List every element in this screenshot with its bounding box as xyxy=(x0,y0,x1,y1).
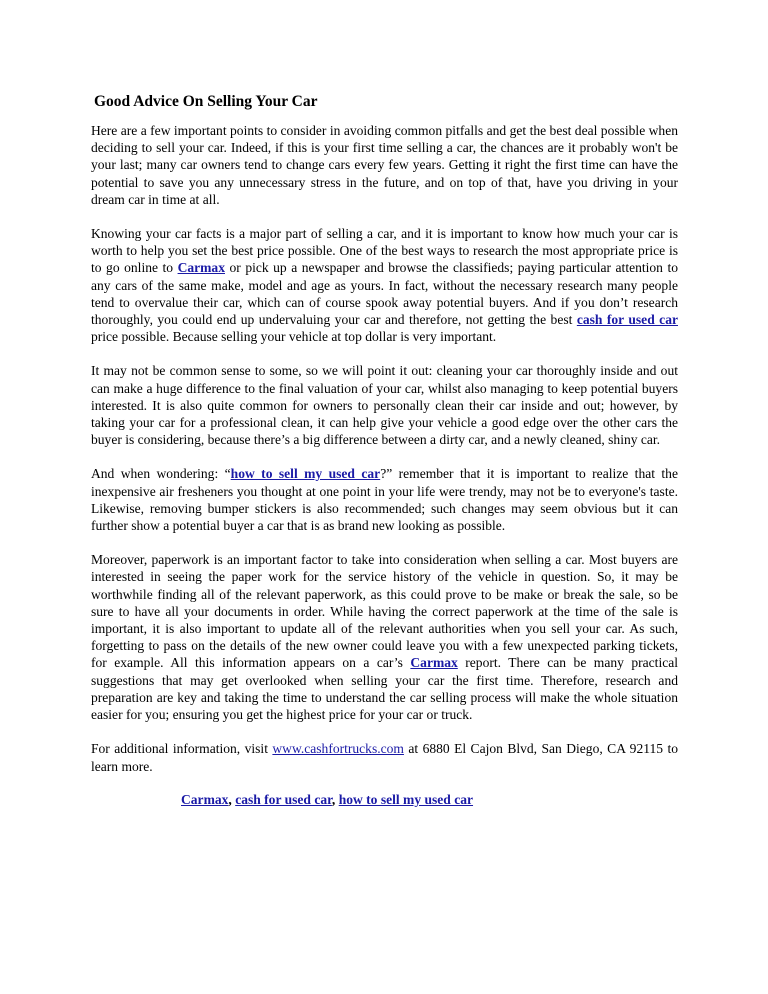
paragraph-car-facts xyxy=(91,225,678,345)
text-segment: or pick up a newspaper and browse the classifieds; paying particular attention to any cars of the same make, model and age as yours. In fact, without the necessary research many people tend to overvalue their car, which can of course spook away potential buyers. And if you don’t research thoroughly, you could end up undervaluing your car and therefore, not getting the best xyxy=(91,260,678,328)
text-segment: price possible. Because selling your vehicle at top dollar is very important. xyxy=(91,329,497,345)
footer-separator: , xyxy=(331,791,339,807)
text-segment: For additional information, visit xyxy=(91,741,273,757)
website-link[interactable]: www.cashfortrucks.com xyxy=(272,741,404,757)
text-segment: ?” remember that it is important to realize that the inexpensive air fresheners you thought at one point in your life were trendy, may not be to everyone's taste. Likewise, removing bumper stickers is also recommended; such changes may seem obvious but it can further show a potential buyer a car that is as brand new looking as possible. xyxy=(91,466,678,534)
footer-cash-for-used-car-link[interactable]: cash for used car xyxy=(235,791,332,807)
paragraph-paperwork xyxy=(91,551,678,723)
text-segment: at 6880 El Cajon Blvd, San Diego, CA 92115 to learn more. xyxy=(91,741,678,774)
footer-how-to-sell-link[interactable]: how to sell my used car xyxy=(338,791,474,807)
footer-links xyxy=(181,791,678,808)
paragraph-contact xyxy=(91,740,678,774)
document-page xyxy=(91,93,678,808)
paragraph-intro: Here are a few important points to consider in avoiding common pitfalls and get the best deal possible when deciding to sell your car. Indeed, if this is your first time selling a car, the chances are it probably won't be your last; many car owners tend to change cars every few years. Getting it right the first time can have the potential to save you any unnecessary stress in the future, and on top of that, have you driving in your dream car in time at all. xyxy=(91,123,678,207)
text-segment: And when wondering: “ xyxy=(91,466,231,482)
paragraph-wondering xyxy=(91,465,678,534)
paragraph-cleaning: It may not be common sense to some, so we will point it out: cleaning your car thoroughly inside and out can make a huge difference to the final valuation of your car, whilst also managing to keep potential buyers interested. It is also quite common for owners to personally clean their car inside and out; however, by taking your car for a professional clean, it can help give your vehicle a good edge over the other cars the buyer is considering, because there’s a big difference between a dirty car, and a newly cleaned, shiny car. xyxy=(91,363,678,448)
cash-for-used-car-link[interactable]: cash for used car xyxy=(576,312,678,328)
document-title: Good Advice On Selling Your Car xyxy=(94,93,318,110)
carmax-link[interactable]: Carmax xyxy=(410,655,458,671)
text-segment: report. There can be many practical suggestions that may get overlooked when selling your car the first time. Therefore, research and preparation are key and taking the time to understand the car selling process will make the whole situation easier for you; ensuring you get the highest price for your car or truck. xyxy=(91,655,678,723)
carmax-link[interactable]: Carmax xyxy=(177,260,225,276)
how-to-sell-link[interactable]: how to sell my used car xyxy=(230,466,381,482)
text-segment: Moreover, paperwork is an important factor to take into consideration when selling a car. Most buyers are interested in seeing the paper work for the service history of the vehicle in question. So, it may be worthwhile finding all of the relevant paperwork, as this could prove to be make or break the sale, so be sure to have all your documents in order. While having the correct paperwork at the time of the sale is important, it is also important to update all of the relevant authorities when you sell your car. As such, forgetting to pass on the details of the new owner could leave you with a few unexpected parking tickets, for example. All this information appears on a car’s xyxy=(91,552,678,671)
footer-carmax-link[interactable]: Carmax xyxy=(181,791,229,807)
text-segment: Knowing your car facts is a major part of selling a car, and it is important to know how much your car is worth to help you set the best price possible. One of the best ways to research the most appropriate price is to go online to xyxy=(91,226,678,276)
footer-separator: , xyxy=(228,791,236,807)
